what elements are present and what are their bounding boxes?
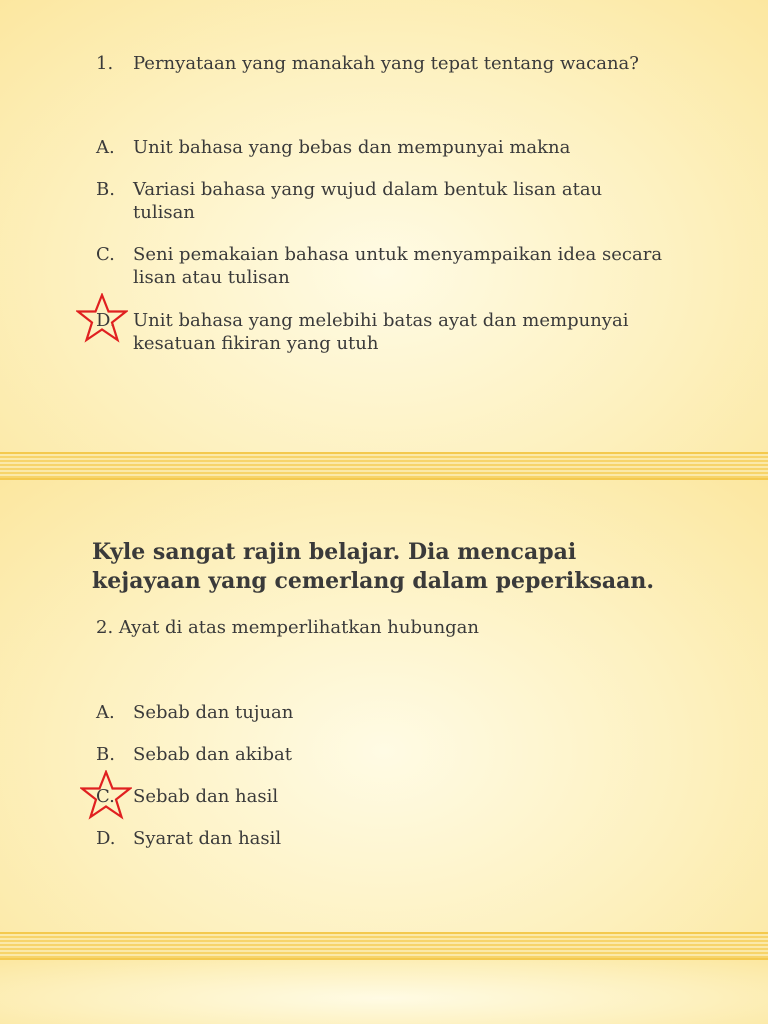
option-1a <box>96 136 666 159</box>
option-2d <box>96 827 666 850</box>
slide-3 <box>0 960 768 1024</box>
option-text: Sebab dan tujuan <box>133 702 294 723</box>
slide-1 <box>0 0 768 452</box>
option-1d <box>96 309 666 355</box>
option-letter: C. <box>96 786 115 807</box>
option-1b <box>96 178 666 224</box>
slide-divider <box>0 452 768 480</box>
question-2-text: 2. Ayat di atas memperlihatkan hubungan <box>96 617 480 638</box>
question-1 <box>96 52 676 75</box>
option-text: Sebab dan hasil <box>133 786 279 807</box>
option-2b <box>96 743 666 766</box>
option-2c <box>96 785 666 808</box>
option-text: Sebab dan akibat <box>133 744 292 765</box>
option-text: Variasi bahasa yang wujud dalam bentuk lisan atau tulisan <box>133 179 603 223</box>
option-2a <box>96 701 666 724</box>
option-1c <box>96 243 666 289</box>
question-1-number: 1. <box>96 53 114 74</box>
option-letter: A. <box>96 702 115 723</box>
slide-divider <box>0 932 768 960</box>
question-1-text: Pernyataan yang manakah yang tepat tentang wacana? <box>133 53 639 74</box>
option-text: Syarat dan hasil <box>133 828 282 849</box>
option-text: Unit bahasa yang melebihi batas ayat dan mempunyai kesatuan fikiran yang utuh <box>133 310 629 354</box>
slide-2 <box>0 480 768 932</box>
option-letter: B. <box>96 744 115 765</box>
option-letter: D. <box>96 310 116 331</box>
option-text: Unit bahasa yang bebas dan mempunyai makna <box>133 137 571 158</box>
option-letter: D. <box>96 828 116 849</box>
option-letter: C. <box>96 244 115 265</box>
option-letter: A. <box>96 137 115 158</box>
passage-text: Kyle sangat rajin belajar. Dia mencapai kejayaan yang cemerlang dalam peperiksaan. <box>92 539 655 594</box>
option-text: Seni pemakaian bahasa untuk menyampaikan idea secara lisan atau tulisan <box>133 244 663 288</box>
option-letter: B. <box>96 179 115 200</box>
